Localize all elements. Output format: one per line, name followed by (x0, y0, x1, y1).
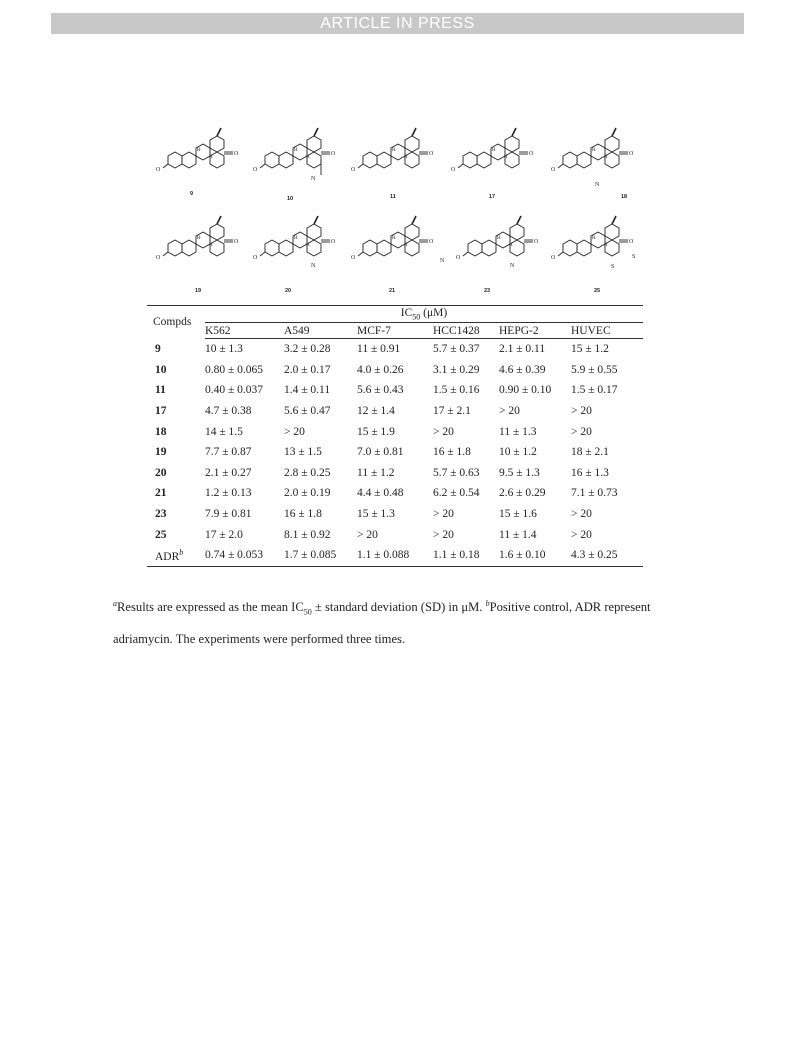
compound-label: 18 (621, 194, 628, 200)
svg-text:N: N (510, 263, 515, 269)
ic50-value: > 20 (571, 508, 592, 521)
ic50-value: 2.1 ± 0.11 (499, 343, 546, 356)
table-row (147, 483, 643, 504)
ic50-value: 1.5 ± 0.16 (433, 384, 480, 397)
ic50-value: 8.1 ± 0.92 (284, 528, 331, 541)
ic50-value: 16 ± 1.3 (571, 466, 609, 479)
table-row (147, 421, 643, 442)
ic50-value: 7.7 ± 0.87 (205, 446, 252, 459)
structure-20 (253, 216, 336, 294)
ic50-value: 1.4 ± 0.11 (284, 384, 331, 397)
table-row (147, 380, 643, 401)
compound-id: 18 (155, 425, 167, 438)
column-header: K562 (205, 323, 284, 339)
ic50-value: 1.1 ± 0.088 (357, 549, 410, 562)
ic50-value: 2.0 ± 0.17 (284, 363, 331, 376)
structure-21 (351, 216, 434, 294)
structure-11 (351, 128, 434, 200)
compound-id: 10 (155, 363, 167, 376)
ic50-value: 6.2 ± 0.54 (433, 487, 480, 500)
compound-id: 25 (155, 528, 167, 541)
compound-id: ADR$^b$ (155, 547, 184, 563)
structure-10 (253, 128, 336, 202)
ic50-value: 2.0 ± 0.19 (284, 487, 331, 500)
compound-label: 25 (594, 288, 601, 294)
table-row (147, 339, 643, 360)
table-row (147, 545, 643, 566)
ic50-value: 0.40 ± 0.037 (205, 384, 264, 397)
ic50-value: 5.6 ± 0.47 (284, 405, 331, 418)
ic50-value: 16 ± 1.8 (433, 446, 471, 459)
compound-label: 21 (389, 288, 396, 294)
svg-text:N: N (311, 176, 316, 182)
column-header-row (147, 323, 643, 339)
ic50-value: 0.90 ± 0.10 (499, 384, 552, 397)
compound-id: 23 (155, 508, 167, 521)
ic50-value: 11 ± 1.4 (499, 528, 537, 541)
table-footnote: $^a$Results are expressed as the mean $IC_{50}$ ± standard deviation (SD) in μM. $^b$Positive control, ADR represent adriamycin. The experiments were performed three times. (113, 599, 651, 646)
ic50-value: 1.2 ± 0.13 (205, 487, 252, 500)
column-header: HCC1428 (433, 323, 499, 339)
ic50-table-container (147, 305, 643, 567)
ic50-value: > 20 (499, 405, 520, 418)
ic50-value: 2.6 ± 0.29 (499, 487, 546, 500)
table-row (147, 401, 643, 422)
ic50-value: 10 ± 1.2 (499, 446, 537, 459)
ic50-value: 4.4 ± 0.48 (357, 487, 404, 500)
ic50-value: 11 ± 1.2 (357, 466, 395, 479)
compound-id: 19 (155, 446, 167, 459)
ic50-value: > 20 (433, 528, 454, 541)
compound-label: 20 (285, 288, 292, 294)
ic50-value: 0.74 ± 0.053 (205, 549, 264, 562)
ic50-value: 11 ± 0.91 (357, 343, 401, 356)
ic50-table (147, 305, 643, 567)
column-header: MCF-7 (357, 323, 433, 339)
compound-label: 23 (484, 288, 491, 294)
compound-id: 11 (155, 384, 166, 397)
ic50-value: > 20 (284, 425, 305, 438)
ic50-value: 13 ± 1.5 (284, 446, 322, 459)
chemical-structures-figure: O H H O 9 N 10 11 17 N 18 19 N 20 21 N N 23 S S 25 (126, 118, 636, 294)
article-in-press-banner: ARTICLE IN PRESS (51, 13, 744, 34)
ic50-value: 11 ± 1.3 (499, 425, 537, 438)
ic50-value: > 20 (433, 508, 454, 521)
ic50-value: 5.7 ± 0.63 (433, 466, 480, 479)
ic50-value: > 20 (571, 528, 592, 541)
table-row (147, 442, 643, 463)
ic50-value: 10 ± 1.3 (205, 343, 243, 356)
ic50-value: 12 ± 1.4 (357, 405, 395, 418)
svg-text:S: S (611, 264, 615, 270)
compound-label: 10 (287, 196, 294, 202)
column-header: HEPG-2 (499, 323, 571, 339)
ic50-value: 3.2 ± 0.28 (284, 343, 331, 356)
table-row (147, 504, 643, 525)
ic50-value: 15 ± 1.2 (571, 343, 609, 356)
table-row (147, 524, 643, 545)
ic50-value: 14 ± 1.5 (205, 425, 243, 438)
structure-25 (551, 216, 635, 294)
ic50-value: 4.7 ± 0.38 (205, 405, 252, 418)
structure-18 (551, 128, 634, 200)
ic50-value: 0.80 ± 0.065 (205, 363, 264, 376)
compound-label: 17 (489, 194, 496, 200)
column-header: A549 (284, 323, 357, 339)
ic50-value: > 20 (571, 405, 592, 418)
ic50-value: 18 ± 2.1 (571, 446, 609, 459)
compound-id: 17 (155, 405, 167, 418)
ic50-value: 4.6 ± 0.39 (499, 363, 546, 376)
ic50-value: 7.1 ± 0.73 (571, 487, 618, 500)
ic50-value: 17 ± 2.0 (205, 528, 243, 541)
ic50-value: 5.7 ± 0.37 (433, 343, 480, 356)
ic50-value: > 20 (357, 528, 378, 541)
ic50-value: 1.7 ± 0.085 (284, 549, 337, 562)
ic50-value: 1.5 ± 0.17 (571, 384, 618, 397)
compound-label: 19 (195, 288, 202, 294)
svg-text:N: N (440, 258, 445, 264)
table-body (147, 339, 643, 567)
structure-9 (156, 128, 239, 197)
ic50-value: 9.5 ± 1.3 (499, 466, 540, 479)
compound-id: 21 (155, 487, 167, 500)
ic50-group-header: $IC_{50}$ (μM) (205, 306, 643, 323)
ic50-value: 2.8 ± 0.25 (284, 466, 331, 479)
compds-header: Compds (153, 316, 192, 329)
ic50-value: 1.6 ± 0.10 (499, 549, 546, 562)
ic50-value: 1.1 ± 0.18 (433, 549, 480, 562)
ic50-value: 7.9 ± 0.81 (205, 508, 252, 521)
ic50-value: > 20 (433, 425, 454, 438)
ic50-value: 4.3 ± 0.25 (571, 549, 618, 562)
structure-17 (451, 128, 534, 200)
ic50-value: 3.1 ± 0.29 (433, 363, 480, 376)
ic50-value: 15 ± 1.9 (357, 425, 395, 438)
ic50-value: > 20 (571, 425, 592, 438)
ic50-value: 15 ± 1.3 (357, 508, 395, 521)
ic50-value: 16 ± 1.8 (284, 508, 322, 521)
table-row (147, 360, 643, 381)
structure-19 (156, 216, 239, 294)
svg-text:N: N (311, 263, 316, 269)
ic50-value: 4.0 ± 0.26 (357, 363, 404, 376)
svg-text:S: S (632, 254, 636, 260)
ic50-value: 5.9 ± 0.55 (571, 363, 618, 376)
compound-id: 9 (155, 343, 161, 356)
compound-label: 9 (190, 191, 194, 197)
ic50-value: 2.1 ± 0.27 (205, 466, 252, 479)
ic50-value: 15 ± 1.6 (499, 508, 537, 521)
compound-id: 20 (155, 466, 167, 479)
ic50-value: 5.6 ± 0.43 (357, 384, 404, 397)
structure-23 (440, 216, 539, 294)
compound-label: 11 (390, 194, 396, 200)
table-row (147, 463, 643, 484)
svg-text:N: N (595, 182, 600, 188)
column-header: HUVEC (571, 323, 643, 339)
ic50-value: 7.0 ± 0.81 (357, 446, 404, 459)
ic50-value: 17 ± 2.1 (433, 405, 471, 418)
